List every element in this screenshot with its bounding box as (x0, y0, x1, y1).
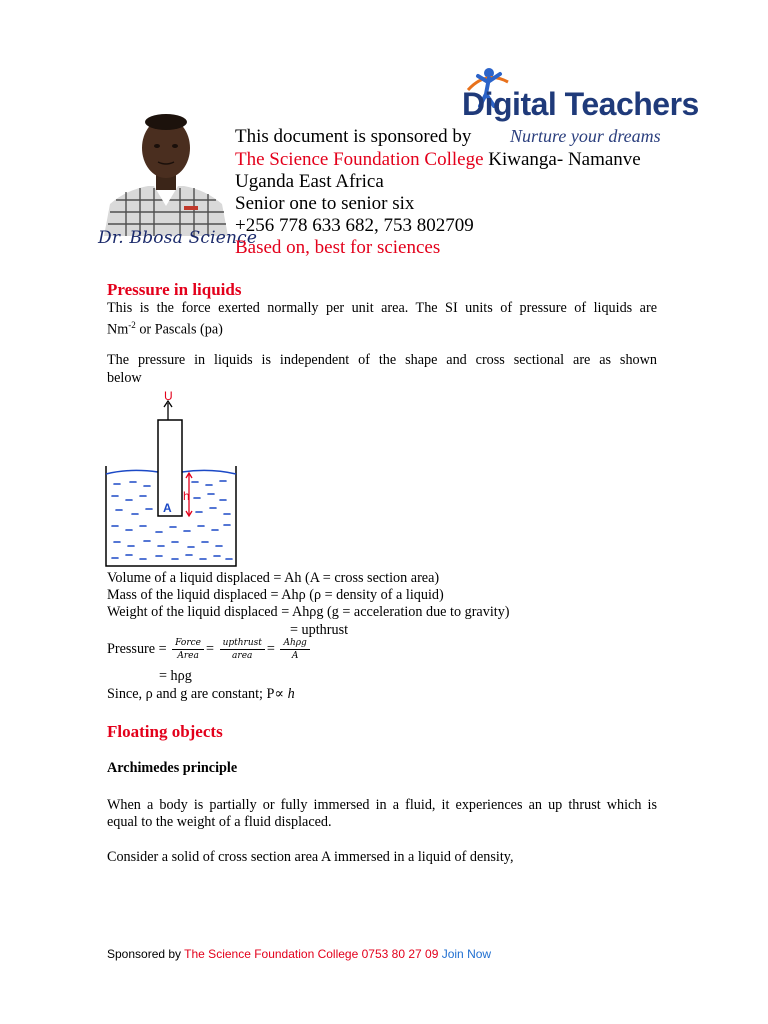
height-label: h (183, 489, 190, 503)
proportionality-text: Since, ρ and g are constant; P∝ (107, 686, 288, 702)
proportionality-line (107, 686, 657, 703)
archimedes-line1: When a body is partially or fully immersed in a fluid, it experiences an up thrust which is (107, 797, 657, 813)
unit-exponent: -2 (128, 320, 136, 330)
section-title-pressure: Pressure in liquids (107, 280, 242, 299)
pressure-diagram (100, 388, 245, 578)
sponsor-line: This document is sponsored by (235, 126, 472, 147)
independence-line2: below (107, 370, 142, 386)
pressure-definition-line1: This is the force exerted normally per unit area. The SI units of pressure of liquids are (107, 300, 657, 316)
college-line (235, 149, 641, 171)
college-location: Kiwanga- Namanve (483, 149, 641, 170)
fraction-numerator: Ahρg (280, 637, 309, 650)
fraction-ahpg-a (280, 637, 309, 662)
weight-line: Weight of the liquid displaced = Ahρg (g = acceleration due to gravity) (107, 604, 510, 620)
join-now-link[interactable]: Join Now (441, 947, 492, 961)
motto-line: Based on, best for sciences (235, 237, 441, 258)
fraction-denominator: A (291, 651, 299, 661)
fraction-numerator: upthrust (220, 637, 265, 650)
author-portrait (96, 108, 236, 236)
author-signature: Dr. Bbosa Science (98, 228, 258, 248)
subsection-title-archimedes: Archimedes principle (107, 760, 238, 776)
footer-college-link[interactable]: The Science Foundation College (184, 947, 359, 961)
pressure-result: = hρg (159, 668, 192, 684)
section-title-floating: Floating objects (107, 722, 223, 741)
equals-sign: = (206, 640, 215, 657)
archimedes-line2: equal to the weight of a fluid displaced. (107, 814, 332, 830)
equals-sign: = (266, 640, 275, 657)
proportionality-variable: h (287, 686, 295, 702)
volume-line: Volume of a liquid displaced = Ah (A = cross section area) (107, 570, 440, 586)
fraction-upthrust-area (220, 637, 265, 662)
upthrust-label: U (164, 389, 173, 403)
pressure-equation (107, 637, 312, 662)
footer-sponsor (107, 947, 491, 961)
unit-text: Nm (107, 321, 129, 338)
footer-phone: 0753 80 27 09 (358, 947, 442, 961)
area-label: A (163, 501, 172, 515)
country-line: Uganda East Africa (235, 171, 384, 192)
fraction-force-area (172, 637, 204, 662)
pressure-label: Pressure = (107, 640, 167, 657)
consider-line: Consider a solid of cross section area A immersed in a liquid of density, (107, 849, 514, 865)
fraction-denominator: area (232, 651, 253, 661)
logo-tagline: Nurture your dreams (510, 126, 661, 146)
footer-prefix: Sponsored by (107, 947, 185, 961)
college-name: The Science Foundation College (235, 149, 484, 170)
unit-rest: or Pascals (pa) (135, 321, 223, 338)
fraction-denominator: Area (177, 651, 199, 661)
independence-line1: The pressure in liquids is independent of the shape and cross sectional are as shown (107, 352, 657, 368)
level-line: Senior one to senior six (235, 193, 415, 214)
phone-line: +256 778 633 682, 753 802709 (235, 215, 474, 236)
fraction-numerator: Force (172, 637, 204, 650)
mass-line: Mass of the liquid displaced = Ahρ (ρ = density of a liquid) (107, 587, 444, 603)
logo-wordmark: Digital Teachers (462, 86, 699, 122)
upthrust-equivalence: = upthrust (290, 622, 349, 638)
pressure-definition-line2 (107, 317, 657, 339)
